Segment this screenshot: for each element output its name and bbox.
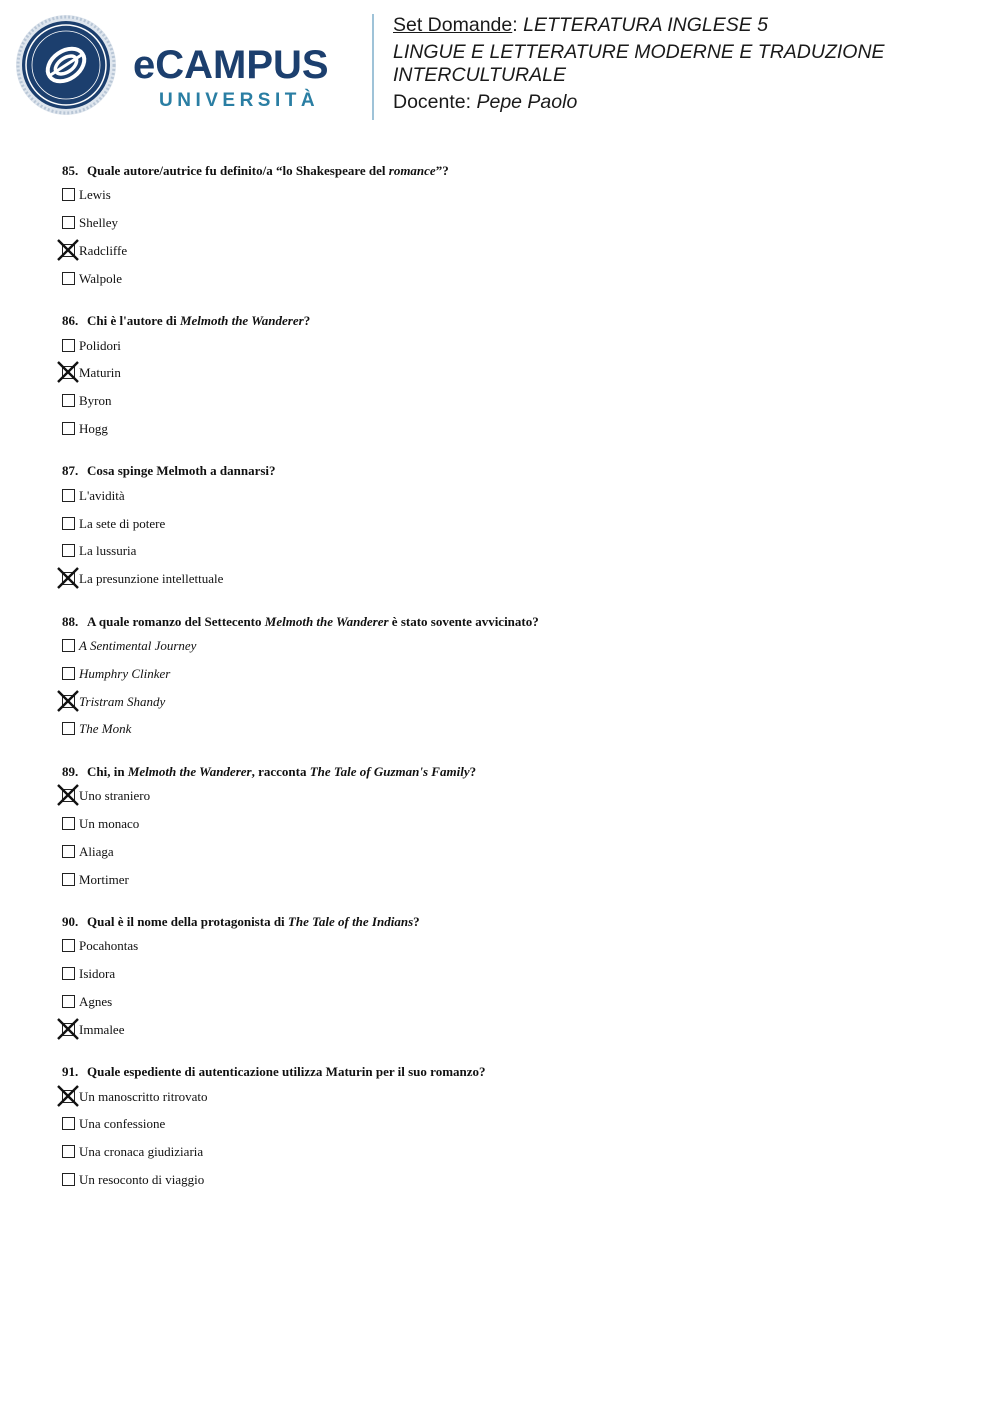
checkbox-checked[interactable]	[62, 366, 75, 379]
option-label: Polidori	[79, 337, 121, 353]
question-title	[62, 310, 962, 331]
answer-option[interactable]	[62, 1082, 962, 1110]
x-mark-icon	[57, 239, 79, 261]
x-mark-icon	[57, 567, 79, 589]
answer-option[interactable]	[62, 1138, 962, 1166]
ecampus-wordmark-logo	[133, 44, 355, 110]
answer-option[interactable]	[62, 481, 962, 509]
checkbox[interactable]	[62, 995, 75, 1008]
question-title	[62, 611, 962, 632]
question-number: 87.	[62, 463, 79, 479]
option-label: Un resoconto di viaggio	[79, 1171, 205, 1187]
option-label: Isidora	[79, 966, 116, 982]
option-label: La sete di potere	[79, 515, 166, 531]
question-text: Chi è l'autore di	[87, 313, 180, 329]
question-number: 88.	[62, 613, 79, 629]
answer-option[interactable]	[62, 782, 962, 810]
answer-option[interactable]	[62, 209, 962, 237]
option-label: Aliaga	[79, 843, 114, 859]
answer-option[interactable]	[62, 387, 962, 415]
answer-option[interactable]	[62, 359, 962, 387]
question-text: Quale espediente di autenticazione utilizza Maturin per il suo romanzo?	[87, 1064, 486, 1080]
answer-option[interactable]	[62, 1166, 962, 1194]
option-label: Humphry Clinker	[79, 665, 171, 681]
option-label: L'avidità	[79, 487, 125, 503]
question-text: ”?	[435, 163, 449, 178]
question-number: 89.	[62, 763, 79, 779]
question-title	[62, 761, 962, 782]
question-block	[62, 160, 962, 292]
question-title	[62, 1061, 962, 1082]
question-title	[62, 911, 962, 932]
checkbox[interactable]	[62, 1117, 75, 1130]
option-label: Uno straniero	[79, 788, 151, 804]
question-text: Melmoth the Wanderer	[127, 763, 252, 779]
set-colon: :	[512, 14, 524, 36]
option-label: Byron	[79, 393, 112, 409]
question-text: A quale romanzo del Settecento	[87, 613, 265, 629]
checkbox[interactable]	[62, 939, 75, 952]
answer-option[interactable]	[62, 237, 962, 265]
checkbox[interactable]	[62, 967, 75, 980]
question-text: romance	[388, 163, 436, 178]
question-title	[62, 460, 962, 481]
checkbox[interactable]	[62, 272, 75, 285]
x-mark-icon	[57, 784, 79, 806]
question-text: Chi, in	[87, 763, 128, 779]
question-number: 85.	[62, 163, 79, 178]
checkbox[interactable]	[62, 422, 75, 435]
option-label: A Sentimental Journey	[79, 637, 197, 653]
option-label: Maturin	[79, 365, 121, 381]
question-block	[62, 611, 962, 743]
x-mark-icon	[57, 1085, 79, 1107]
teacher-label: Docente:	[393, 91, 477, 113]
document-header	[393, 14, 983, 114]
answer-option[interactable]	[62, 331, 962, 359]
x-mark-icon	[57, 690, 79, 712]
question-list	[62, 160, 962, 1211]
checkbox[interactable]	[62, 188, 75, 201]
checkbox-checked[interactable]	[62, 789, 75, 802]
question-text: è stato sovente avvicinato?	[388, 613, 539, 629]
answer-option[interactable]	[62, 837, 962, 865]
question-text: Melmoth the Wanderer	[264, 613, 389, 629]
header-divider	[372, 14, 374, 120]
answer-option[interactable]	[62, 715, 962, 743]
checkbox[interactable]	[62, 544, 75, 557]
answer-option[interactable]	[62, 659, 962, 687]
answer-option[interactable]	[62, 810, 962, 838]
option-label: Agnes	[79, 993, 113, 1009]
question-text: Quale autore/autrice fu definito/a “lo Shakespeare del	[87, 163, 389, 178]
question-text: Qual è il nome della protagonista di	[87, 913, 288, 929]
option-label: Walpole	[79, 270, 122, 286]
answer-option[interactable]	[62, 1110, 962, 1138]
question-text: ?	[413, 913, 420, 929]
question-number: 90.	[62, 913, 79, 929]
answer-option[interactable]	[62, 632, 962, 660]
checkbox[interactable]	[62, 1145, 75, 1158]
x-mark-icon	[57, 1018, 79, 1040]
course-name: LINGUE E LETTERATURE MODERNE E TRADUZIONE INTERCULTURALE	[393, 41, 885, 86]
university-seal-logo	[15, 14, 117, 116]
option-label: Radcliffe	[79, 242, 128, 258]
checkbox[interactable]	[62, 1173, 75, 1186]
answer-option[interactable]	[62, 181, 962, 209]
question-number: 91.	[62, 1064, 79, 1080]
teacher-line	[393, 91, 983, 114]
question-text: Cosa spinge Melmoth a dannarsi?	[87, 463, 276, 479]
set-label: Set Domande	[393, 14, 513, 36]
logo-sub-text: UNIVERSITÀ	[159, 90, 320, 110]
checkbox[interactable]	[62, 845, 75, 858]
option-label: Pocahontas	[79, 938, 139, 954]
question-block	[62, 761, 962, 893]
checkbox-checked[interactable]	[62, 244, 75, 257]
option-label: Hogg	[79, 420, 108, 436]
checkbox[interactable]	[62, 489, 75, 502]
checkbox[interactable]	[62, 517, 75, 530]
option-label: Mortimer	[79, 871, 129, 887]
answer-option[interactable]	[62, 415, 962, 443]
question-text: Melmoth the Wanderer	[179, 313, 304, 329]
logo-brand-text: eCAMPUS	[133, 44, 329, 87]
question-block	[62, 1061, 962, 1193]
answer-option[interactable]	[62, 565, 962, 593]
option-label: La lussuria	[79, 543, 137, 559]
question-block	[62, 310, 962, 442]
checkbox[interactable]	[62, 873, 75, 886]
option-label: Lewis	[79, 187, 111, 203]
answer-option[interactable]	[62, 960, 962, 988]
answer-option[interactable]	[62, 509, 962, 537]
option-label: Tristram Shandy	[79, 693, 166, 709]
question-text: ?	[303, 313, 311, 329]
option-label: Immalee	[79, 1021, 125, 1037]
checkbox-checked[interactable]	[62, 572, 75, 585]
answer-option[interactable]	[62, 932, 962, 960]
checkbox[interactable]	[62, 722, 75, 735]
option-label: Un monaco	[79, 815, 140, 831]
checkbox-checked[interactable]	[62, 1023, 75, 1036]
subject-title: LETTERATURA INGLESE 5	[523, 14, 768, 36]
checkbox[interactable]	[62, 339, 75, 352]
checkbox[interactable]	[62, 667, 75, 680]
answer-option[interactable]	[62, 1015, 962, 1043]
set-line	[393, 14, 983, 37]
question-text: The Tale of Guzman's Family	[309, 763, 470, 779]
question-text: , racconta	[251, 763, 310, 779]
option-label: Shelley	[79, 215, 118, 231]
option-label: La presunzione intellettuale	[79, 571, 224, 587]
answer-option[interactable]	[62, 264, 962, 292]
x-mark-icon	[57, 361, 79, 383]
checkbox-checked[interactable]	[62, 695, 75, 708]
option-label: Una confessione	[79, 1116, 166, 1132]
option-label: Un manoscritto ritrovato	[79, 1088, 208, 1104]
question-title	[62, 160, 962, 181]
option-label: Una cronaca giudiziaria	[79, 1144, 204, 1160]
teacher-name: Pepe Paolo	[476, 91, 578, 113]
answer-option[interactable]	[62, 687, 962, 715]
answer-option[interactable]	[62, 865, 962, 893]
answer-option[interactable]	[62, 537, 962, 565]
option-label: The Monk	[79, 721, 132, 737]
checkbox[interactable]	[62, 394, 75, 407]
checkbox[interactable]	[62, 639, 75, 652]
question-block	[62, 460, 962, 592]
checkbox[interactable]	[62, 817, 75, 830]
answer-option[interactable]	[62, 988, 962, 1016]
question-text: The Tale of the Indians	[287, 913, 414, 929]
question-number: 86.	[62, 313, 79, 329]
question-block	[62, 911, 962, 1043]
checkbox-checked[interactable]	[62, 1090, 75, 1103]
question-text: ?	[469, 763, 477, 779]
checkbox[interactable]	[62, 216, 75, 229]
